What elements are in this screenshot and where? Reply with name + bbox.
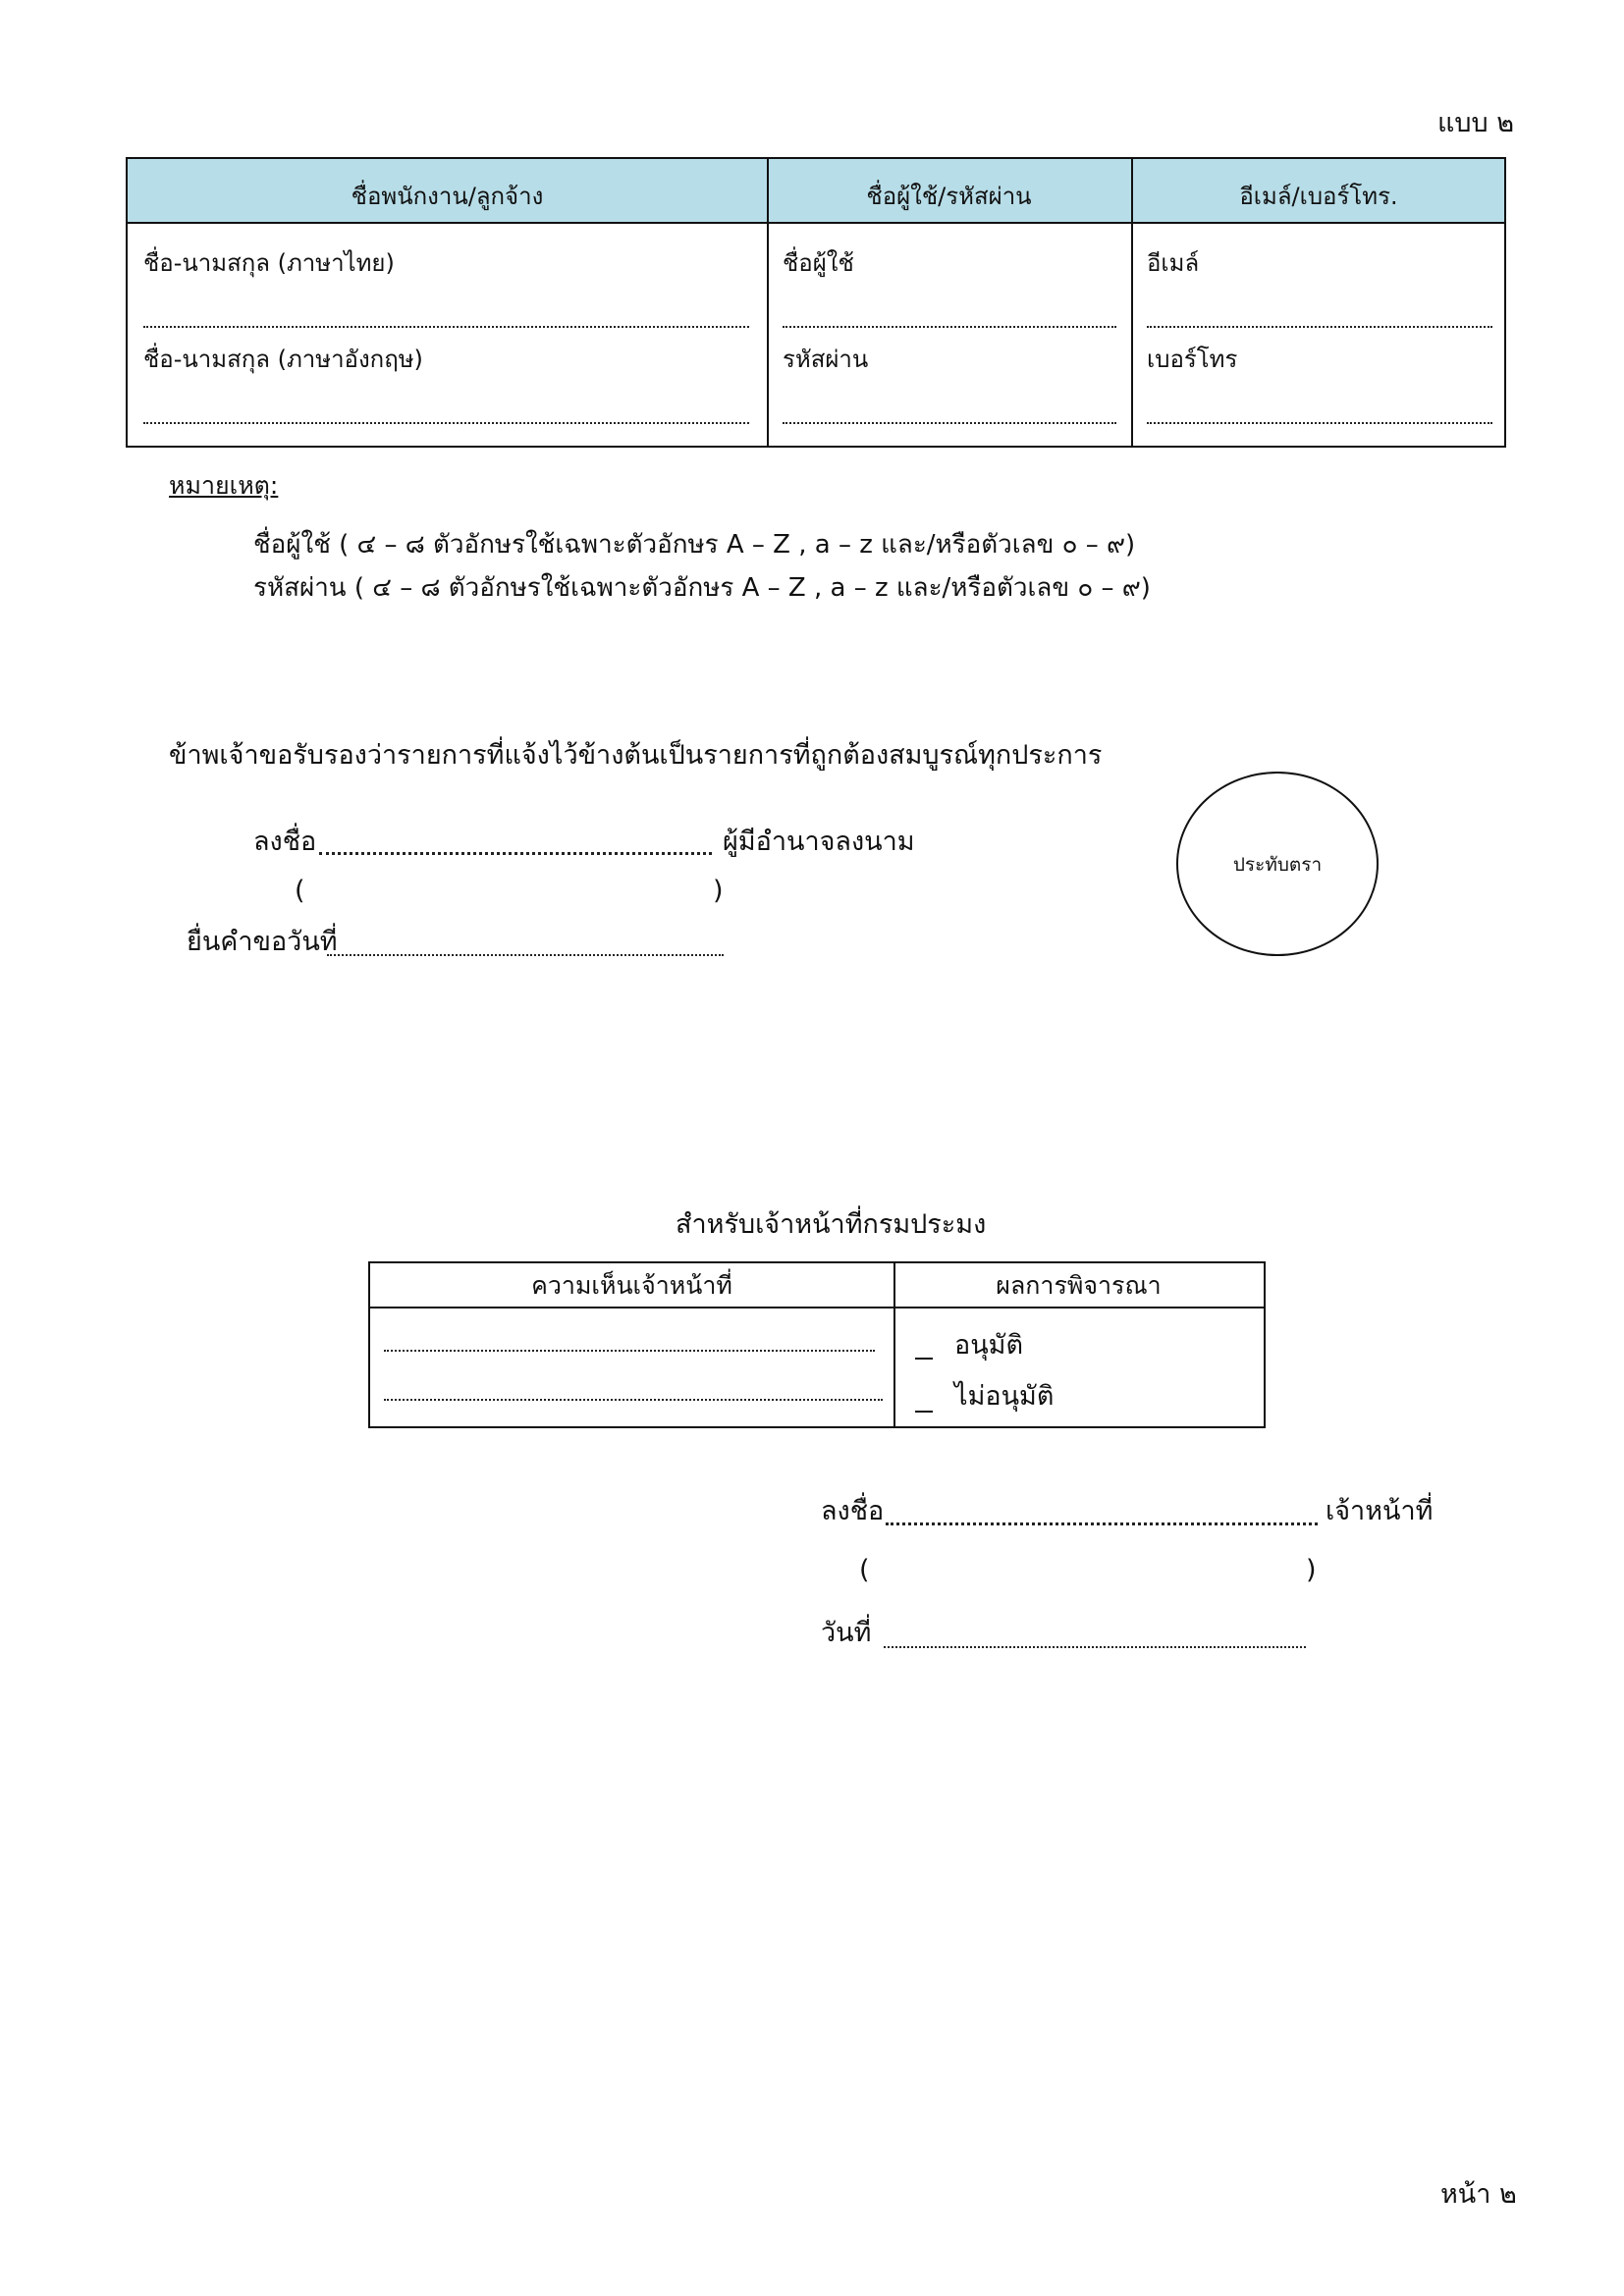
remarks-title: หมายเหตุ: (169, 471, 279, 500)
username-field[interactable] (783, 326, 1116, 328)
email-field[interactable] (1147, 326, 1492, 328)
sign-label: ลงชื่อ (253, 827, 317, 857)
remark-username-rule: ชื่อผู้ใช้ ( ๔ – ๘ ตัวอักษรใช้เฉพาะตัวอักษร A – Z , a – z และ/หรือตัวเลข ๐ – ๙) (253, 530, 1136, 560)
officer-date-field[interactable] (884, 1646, 1306, 1648)
submit-date-field[interactable] (327, 954, 724, 956)
approve-checkbox[interactable] (915, 1358, 933, 1360)
officer-paren-close: ) (1306, 1555, 1317, 1585)
option-approve: อนุมัติ (954, 1330, 1024, 1361)
seal-label: ประทับตรา (1232, 854, 1323, 876)
name-english-field[interactable] (143, 422, 749, 424)
name-thai-field[interactable] (143, 326, 749, 328)
option-reject: ไม่อนุมัติ (954, 1381, 1055, 1412)
password-field[interactable] (783, 422, 1116, 424)
signature-line[interactable] (319, 852, 712, 855)
officer-table (368, 1261, 1266, 1428)
page-number: หน้า ๒ (1440, 2179, 1517, 2210)
officer-date-label: วันที่ (821, 1618, 872, 1648)
signer-role: ผู้มีอำนาจลงนาม (723, 827, 915, 857)
opinion-line-1[interactable] (384, 1350, 875, 1352)
reject-checkbox[interactable] (915, 1411, 933, 1413)
seal-circle (1176, 772, 1379, 956)
header-credentials: ชื่อผู้ใช้/รหัสผ่าน (866, 183, 1032, 210)
officer-role: เจ้าหน้าที่ (1326, 1496, 1434, 1526)
header-employee: ชื่อพนักงาน/ลูกจ้าง (351, 183, 544, 210)
officer-signature-line[interactable] (886, 1522, 1318, 1525)
label-password: รหัสผ่าน (783, 346, 869, 373)
employee-table (126, 157, 1506, 448)
officer-sign-label: ลงชื่อ (821, 1496, 885, 1526)
label-email: อีเมล์ (1147, 249, 1200, 277)
paren-close: ) (713, 876, 724, 906)
opinion-line-2[interactable] (384, 1399, 883, 1401)
label-phone: เบอร์โทร (1147, 346, 1238, 373)
officer-section-title: สำหรับเจ้าหน้าที่กรมประมง (676, 1209, 987, 1240)
phone-field[interactable] (1147, 422, 1492, 424)
paren-open: ( (295, 876, 305, 906)
label-username: ชื่อผู้ใช้ (783, 249, 854, 277)
officer-paren-open: ( (859, 1555, 870, 1585)
header-officer-opinion: ความเห็นเจ้าหน้าที่ (531, 1271, 732, 1300)
remark-password-rule: รหัสผ่าน ( ๔ – ๘ ตัวอักษรใช้เฉพาะตัวอักษร A – Z , a – z และ/หรือตัวเลข ๐ – ๙) (253, 573, 1151, 603)
label-name-english: ชื่อ-นามสกุล (ภาษาอังกฤษ) (143, 346, 423, 373)
certification-statement: ข้าพเจ้าขอรับรองว่ารายการที่แจ้งไว้ข้างต้นเป็นรายการที่ถูกต้องสมบูรณ์ทุกประการ (169, 740, 1103, 771)
form-code: แบบ ๒ (1437, 108, 1515, 138)
header-result: ผลการพิจารณา (996, 1271, 1162, 1300)
header-contact: อีเมล์/เบอร์โทร. (1239, 183, 1398, 210)
submit-date-label: ยื่นคำขอวันที่ (187, 927, 338, 957)
label-name-thai: ชื่อ-นามสกุล (ภาษาไทย) (143, 249, 395, 277)
